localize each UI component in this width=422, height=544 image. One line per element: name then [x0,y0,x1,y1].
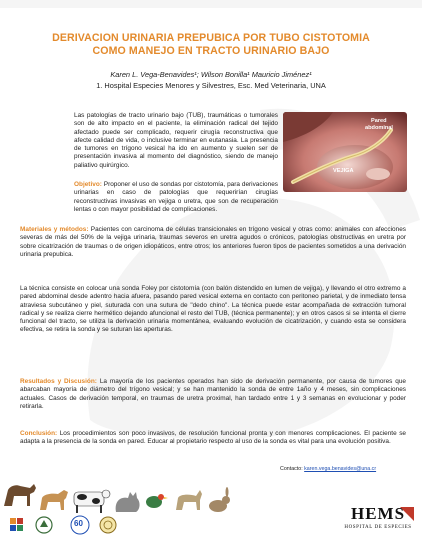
hems-triangle-icon [400,507,414,521]
conclusion-paragraph [20,430,406,447]
technique-text: La técnica consiste en colocar una sonda Foley por cistotomía (con balón distendido en lumen de vejiga), y llevando el otro extremo a pared abdominal desde adentro hacia afuera, pasando pared vesical externa en contacto con peritoneo parietal, y de inmediato tensa atraviesa subcutáneo y piel, suturada con una sutura de "dedo chino". La técnica puede estar acompañada de extracción tumoral radical y se realiza cierre hermético dejando afuncional el resto del TUB, (técnica permanente); y en otros casos si se intenta el cierre funcional del tracto, se utiliza la derivación urinaria momentánea, evaluando evolución de cicatrización, y cuando esta se considera efectiva, se retira la sonda y se suturan las aperturas. [20,285,406,334]
hems-subtitle: HOSPITAL DE ESPECIES [344,525,412,530]
una-logo-icon [10,518,23,531]
conclusion-heading: Conclusión: [20,430,58,437]
methods-paragraph [20,226,406,259]
rabbit-icon [209,487,230,512]
objective-heading: Objetivo: [74,181,102,188]
title-line-1: DERIVACION URINARIA PREPUBICA POR TUBO CISTOTOMIA [52,32,370,44]
dog-icon [40,490,68,510]
results-text: La mayoría de los pacientes operados han sido de derivación permanente, por causa de tumores que abarcaban mayoría de diámetro del trígono vesical; y se han mantenido la sonda de entre 1año y 4 meses, sin complicaciones actuales. Casos de derivación temporal, en traumas de uretra proximal, han tardado entre 1 y 3 semanas en evolucionar y poder retirarla. [20,378,406,410]
photo-label-vejiga: VEJIGA [333,168,354,174]
surgical-photo [283,112,407,192]
objective-paragraph [74,181,278,214]
footer-logos [8,512,158,538]
results-heading: Resultados y Discusión: [20,378,97,385]
results-paragraph [20,378,406,411]
contact-label: Contacto: [280,466,305,472]
methods-text: Pacientes con carcinoma de células transicionales en trígono vesical y otras como: animales con afecciones severas de más del 50% de la vejiga urinaria, traumas severos en uretra agudos o crónicos, patologías obstructivas en uretra por sobre cicatrización de traumas o de origen idiopáticos, entre otros; los anteriores fueron tipos de pacientes sometidos a una derivación urinaria prepubica. [20,226,406,258]
affiliation: 1. Hospital Especies Menores y Silvestres, Esc. Med Veterinaria, UNA [96,81,326,90]
top-band [0,0,422,8]
seal-logo-icon [100,517,116,533]
title-line-2: COMO MANEJO EN TRACTO URINARIO BAJO [92,45,330,57]
bird-icon [146,494,168,508]
school-logo-icon [36,517,52,533]
surgical-photo-image [283,112,407,192]
horse-icon [4,484,36,506]
anniversary-60-text: 60 [74,519,83,528]
goat-icon [176,490,202,510]
poster-title [20,32,402,58]
hems-name: HEMS [350,504,406,523]
intro-paragraph [74,112,278,170]
cat-icon [116,492,140,512]
cow-icon [74,490,110,513]
hems-logo [338,504,418,540]
photo-label-pared: Pared [371,118,387,124]
authors: Karen L. Vega-Benavides¹; Wilson Bonilla¹ Mauricio Jiménez¹ [110,70,312,79]
conclusion-text: Los procedimientos son poco invasivos, de resolución funcional pronta y con menores complicaciones. El paciente se adapta a la presencia de la sonda en pared. Educar al propietario respecto al uso de la sonda es vital para una evolución positiva. [20,430,406,446]
contact-line [280,466,416,472]
contact-email-link[interactable]: karen.vega.benavides@una.cr [304,466,377,472]
objective-text: Proponer el uso de sondas por cistotomía, para derivaciones urinarias en caso de patologías que requerirían cirugías reconstructivas invasivas en vejiga o uretra, que son de recuperación lentas o con mayor posibilidad de complicaciones. [74,181,278,213]
photo-label-abdominal: abdominal [365,125,393,131]
technique-paragraph [20,285,406,335]
intro-text: Las patologías de tracto urinario bajo (TUB), traumáticas o tumorales son de alto impacto en el paciente, la eliminación radical del tejido afectado puede ser complicado, requerir cirugía reconstructiva que afecte calidad de vida, o inclusive terminar en eutanasia. La presencia de tumores en trígono vesical ha ido en aumento y suelen ser de presentación invasiva al momento del diagnóstico, siendo de manejo paliativo quirúrgico. [74,112,278,169]
methods-heading: Materiales y métodos: [20,226,89,233]
